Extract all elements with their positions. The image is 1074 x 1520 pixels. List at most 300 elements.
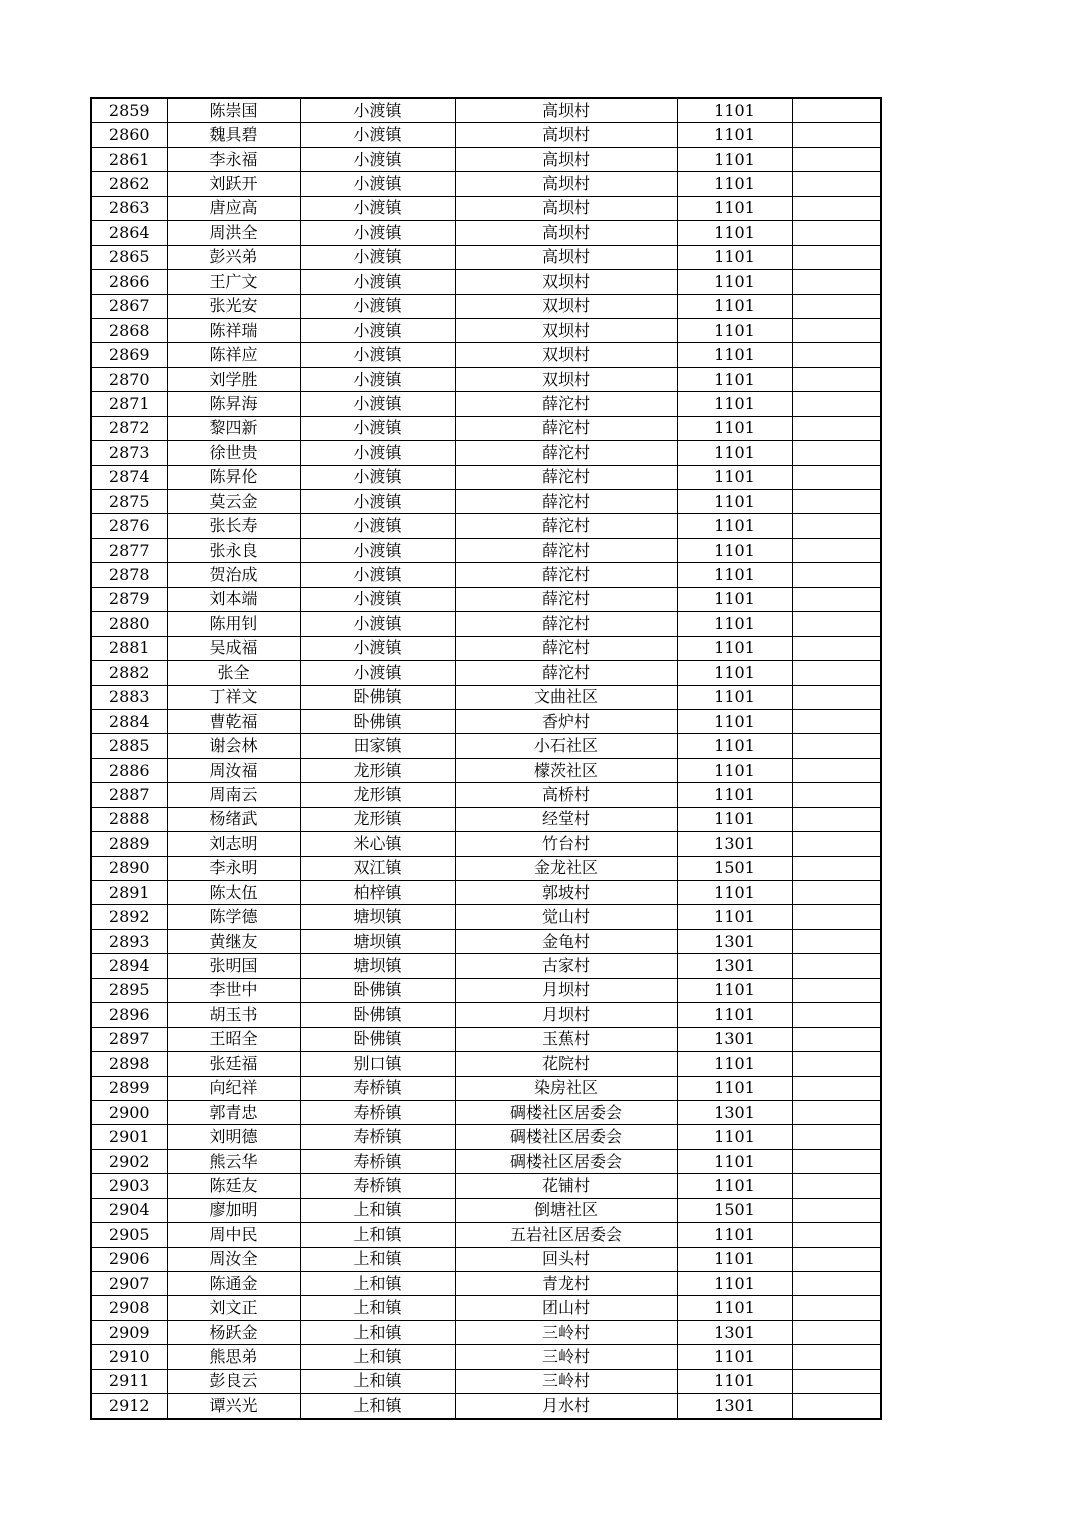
code-cell: 1101 [677, 147, 792, 171]
table-row [91, 1320, 881, 1344]
village-cell: 薛沱村 [455, 538, 677, 562]
table-row [91, 1149, 881, 1173]
code-cell: 1101 [677, 123, 792, 147]
table-row [91, 734, 881, 758]
name-cell: 丁祥文 [167, 685, 300, 709]
name-cell: 刘文正 [167, 1296, 300, 1320]
code-cell: 1101 [677, 1052, 792, 1076]
town-cell: 田家镇 [300, 734, 455, 758]
serial-cell: 2904 [91, 1198, 167, 1222]
town-cell: 小渡镇 [300, 147, 455, 171]
code-cell: 1101 [677, 221, 792, 245]
town-cell: 上和镇 [300, 1223, 455, 1247]
town-cell: 小渡镇 [300, 98, 455, 123]
village-cell: 小石社区 [455, 734, 677, 758]
village-cell: 檬茨社区 [455, 758, 677, 782]
serial-cell: 2906 [91, 1247, 167, 1271]
table-body [91, 98, 881, 1419]
name-cell: 周汝全 [167, 1247, 300, 1271]
serial-cell: 2887 [91, 783, 167, 807]
town-cell: 小渡镇 [300, 392, 455, 416]
serial-cell: 2889 [91, 832, 167, 856]
village-cell: 高坝村 [455, 98, 677, 123]
town-cell: 龙形镇 [300, 758, 455, 782]
remark-cell [792, 1027, 881, 1051]
remark-cell [792, 294, 881, 318]
town-cell: 小渡镇 [300, 196, 455, 220]
table-row [91, 294, 881, 318]
name-cell: 贺治成 [167, 563, 300, 587]
town-cell: 小渡镇 [300, 270, 455, 294]
table-row [91, 270, 881, 294]
remark-cell [792, 563, 881, 587]
remark-cell [792, 807, 881, 831]
remark-cell [792, 734, 881, 758]
village-cell: 碉楼社区居委会 [455, 1125, 677, 1149]
village-cell: 倒塘社区 [455, 1198, 677, 1222]
village-cell: 染房社区 [455, 1076, 677, 1100]
table-row [91, 490, 881, 514]
serial-cell: 2882 [91, 661, 167, 685]
remark-cell [792, 685, 881, 709]
town-cell: 卧佛镇 [300, 978, 455, 1002]
code-cell: 1101 [677, 490, 792, 514]
code-cell: 1101 [677, 881, 792, 905]
village-cell: 郭坡村 [455, 881, 677, 905]
village-cell: 双坝村 [455, 343, 677, 367]
name-cell: 彭良云 [167, 1369, 300, 1393]
remark-cell [792, 783, 881, 807]
serial-cell: 2909 [91, 1320, 167, 1344]
code-cell: 1101 [677, 1296, 792, 1320]
name-cell: 陈太伍 [167, 881, 300, 905]
code-cell: 1101 [677, 905, 792, 929]
village-cell: 玉蕉村 [455, 1027, 677, 1051]
village-cell: 金龟村 [455, 929, 677, 953]
table-row [91, 832, 881, 856]
village-cell: 月水村 [455, 1394, 677, 1419]
code-cell: 1101 [677, 98, 792, 123]
name-cell: 刘学胜 [167, 367, 300, 391]
code-cell: 1501 [677, 856, 792, 880]
remark-cell [792, 636, 881, 660]
remark-cell [792, 1125, 881, 1149]
serial-cell: 2865 [91, 245, 167, 269]
code-cell: 1101 [677, 245, 792, 269]
serial-cell: 2874 [91, 465, 167, 489]
table-row [91, 856, 881, 880]
serial-cell: 2900 [91, 1100, 167, 1124]
village-cell: 三岭村 [455, 1320, 677, 1344]
table-row [91, 758, 881, 782]
table-row [91, 1369, 881, 1393]
serial-cell: 2877 [91, 538, 167, 562]
serial-cell: 2862 [91, 172, 167, 196]
village-cell: 五岩社区居委会 [455, 1223, 677, 1247]
village-cell: 青龙村 [455, 1272, 677, 1296]
village-cell: 双坝村 [455, 367, 677, 391]
village-cell: 双坝村 [455, 294, 677, 318]
code-cell: 1301 [677, 832, 792, 856]
code-cell: 1301 [677, 929, 792, 953]
village-cell: 三岭村 [455, 1345, 677, 1369]
remark-cell [792, 221, 881, 245]
code-cell: 1101 [677, 1076, 792, 1100]
name-cell: 刘志明 [167, 832, 300, 856]
code-cell: 1301 [677, 954, 792, 978]
serial-cell: 2867 [91, 294, 167, 318]
serial-cell: 2863 [91, 196, 167, 220]
village-cell: 团山村 [455, 1296, 677, 1320]
town-cell: 卧佛镇 [300, 685, 455, 709]
code-cell: 1101 [677, 807, 792, 831]
town-cell: 小渡镇 [300, 172, 455, 196]
table-row [91, 636, 881, 660]
remark-cell [792, 318, 881, 342]
name-cell: 陈用钊 [167, 612, 300, 636]
code-cell: 1101 [677, 612, 792, 636]
table-row [91, 1100, 881, 1124]
name-cell: 周南云 [167, 783, 300, 807]
remark-cell [792, 98, 881, 123]
name-cell: 王广文 [167, 270, 300, 294]
code-cell: 1101 [677, 1003, 792, 1027]
serial-cell: 2861 [91, 147, 167, 171]
serial-cell: 2879 [91, 587, 167, 611]
town-cell: 龙形镇 [300, 807, 455, 831]
remark-cell [792, 1394, 881, 1419]
town-cell: 小渡镇 [300, 612, 455, 636]
village-cell: 月坝村 [455, 978, 677, 1002]
village-cell: 薛沱村 [455, 465, 677, 489]
town-cell: 上和镇 [300, 1198, 455, 1222]
village-cell: 薛沱村 [455, 392, 677, 416]
table-row [91, 1174, 881, 1198]
village-cell: 古家村 [455, 954, 677, 978]
remark-cell [792, 1174, 881, 1198]
name-cell: 陈祥应 [167, 343, 300, 367]
name-cell: 陈学德 [167, 905, 300, 929]
name-cell: 陈祥瑞 [167, 318, 300, 342]
code-cell: 1301 [677, 1320, 792, 1344]
town-cell: 上和镇 [300, 1345, 455, 1369]
code-cell: 1101 [677, 196, 792, 220]
remark-cell [792, 1369, 881, 1393]
code-cell: 1101 [677, 1149, 792, 1173]
town-cell: 米心镇 [300, 832, 455, 856]
village-cell: 花铺村 [455, 1174, 677, 1198]
table-row [91, 538, 881, 562]
village-cell: 双坝村 [455, 318, 677, 342]
table-row [91, 1052, 881, 1076]
remark-cell [792, 1003, 881, 1027]
table-row [91, 881, 881, 905]
table-row [91, 441, 881, 465]
remark-cell [792, 612, 881, 636]
table-row [91, 1027, 881, 1051]
town-cell: 双江镇 [300, 856, 455, 880]
table-row [91, 929, 881, 953]
code-cell: 1101 [677, 709, 792, 733]
table-row [91, 367, 881, 391]
code-cell: 1101 [677, 270, 792, 294]
town-cell: 上和镇 [300, 1369, 455, 1393]
code-cell: 1101 [677, 1272, 792, 1296]
serial-cell: 2868 [91, 318, 167, 342]
serial-cell: 2907 [91, 1272, 167, 1296]
town-cell: 小渡镇 [300, 221, 455, 245]
village-cell: 觉山村 [455, 905, 677, 929]
code-cell: 1101 [677, 416, 792, 440]
town-cell: 小渡镇 [300, 587, 455, 611]
name-cell: 杨绪武 [167, 807, 300, 831]
town-cell: 小渡镇 [300, 563, 455, 587]
serial-cell: 2892 [91, 905, 167, 929]
village-cell: 薛沱村 [455, 661, 677, 685]
name-cell: 向纪祥 [167, 1076, 300, 1100]
name-cell: 曹乾福 [167, 709, 300, 733]
serial-cell: 2864 [91, 221, 167, 245]
town-cell: 柏梓镇 [300, 881, 455, 905]
code-cell: 1301 [677, 1100, 792, 1124]
remark-cell [792, 881, 881, 905]
table-row [91, 783, 881, 807]
table-row [91, 685, 881, 709]
serial-cell: 2902 [91, 1149, 167, 1173]
code-cell: 1101 [677, 318, 792, 342]
table-row [91, 709, 881, 733]
village-cell: 薛沱村 [455, 587, 677, 611]
remark-cell [792, 538, 881, 562]
village-cell: 高坝村 [455, 196, 677, 220]
code-cell: 1101 [677, 465, 792, 489]
code-cell: 1101 [677, 685, 792, 709]
code-cell: 1101 [677, 367, 792, 391]
town-cell: 上和镇 [300, 1320, 455, 1344]
code-cell: 1101 [677, 392, 792, 416]
remark-cell [792, 1076, 881, 1100]
name-cell: 刘本端 [167, 587, 300, 611]
serial-cell: 2894 [91, 954, 167, 978]
serial-cell: 2881 [91, 636, 167, 660]
name-cell: 刘跃开 [167, 172, 300, 196]
serial-cell: 2896 [91, 1003, 167, 1027]
serial-cell: 2893 [91, 929, 167, 953]
remark-cell [792, 392, 881, 416]
serial-cell: 2880 [91, 612, 167, 636]
serial-cell: 2899 [91, 1076, 167, 1100]
name-cell: 张永良 [167, 538, 300, 562]
name-cell: 吴成福 [167, 636, 300, 660]
town-cell: 塘坝镇 [300, 954, 455, 978]
code-cell: 1101 [677, 294, 792, 318]
remark-cell [792, 1052, 881, 1076]
remark-cell [792, 172, 881, 196]
town-cell: 小渡镇 [300, 318, 455, 342]
remark-cell [792, 661, 881, 685]
village-cell: 薛沱村 [455, 441, 677, 465]
remark-cell [792, 514, 881, 538]
code-cell: 1301 [677, 1027, 792, 1051]
village-cell: 金龙社区 [455, 856, 677, 880]
remark-cell [792, 1320, 881, 1344]
town-cell: 上和镇 [300, 1394, 455, 1419]
village-cell: 文曲社区 [455, 685, 677, 709]
code-cell: 1101 [677, 172, 792, 196]
code-cell: 1101 [677, 636, 792, 660]
village-cell: 高坝村 [455, 123, 677, 147]
remark-cell [792, 929, 881, 953]
table-row [91, 1247, 881, 1271]
code-cell: 1101 [677, 758, 792, 782]
name-cell: 杨跃金 [167, 1320, 300, 1344]
remark-cell [792, 954, 881, 978]
name-cell: 黄继友 [167, 929, 300, 953]
table-row [91, 123, 881, 147]
serial-cell: 2905 [91, 1223, 167, 1247]
village-cell: 碉楼社区居委会 [455, 1149, 677, 1173]
name-cell: 陈昇海 [167, 392, 300, 416]
remark-cell [792, 758, 881, 782]
table-row [91, 416, 881, 440]
name-cell: 谢会林 [167, 734, 300, 758]
table-row [91, 1198, 881, 1222]
town-cell: 别口镇 [300, 1052, 455, 1076]
serial-cell: 2871 [91, 392, 167, 416]
table-row [91, 318, 881, 342]
remark-cell [792, 1296, 881, 1320]
serial-cell: 2859 [91, 98, 167, 123]
code-cell: 1101 [677, 734, 792, 758]
village-cell: 薛沱村 [455, 514, 677, 538]
name-cell: 谭兴光 [167, 1394, 300, 1419]
town-cell: 寿桥镇 [300, 1125, 455, 1149]
table-row [91, 245, 881, 269]
remark-cell [792, 490, 881, 514]
name-cell: 黎四新 [167, 416, 300, 440]
remark-cell [792, 1345, 881, 1369]
village-cell: 薛沱村 [455, 612, 677, 636]
name-cell: 周中民 [167, 1223, 300, 1247]
serial-cell: 2869 [91, 343, 167, 367]
name-cell: 胡玉书 [167, 1003, 300, 1027]
remark-cell [792, 343, 881, 367]
town-cell: 小渡镇 [300, 636, 455, 660]
serial-cell: 2901 [91, 1125, 167, 1149]
code-cell: 1101 [677, 343, 792, 367]
table-row [91, 563, 881, 587]
serial-cell: 2885 [91, 734, 167, 758]
table-row [91, 514, 881, 538]
code-cell: 1101 [677, 563, 792, 587]
town-cell: 小渡镇 [300, 343, 455, 367]
town-cell: 塘坝镇 [300, 905, 455, 929]
remark-cell [792, 905, 881, 929]
remark-cell [792, 1247, 881, 1271]
serial-cell: 2890 [91, 856, 167, 880]
village-cell: 高坝村 [455, 221, 677, 245]
serial-cell: 2884 [91, 709, 167, 733]
name-cell: 张明国 [167, 954, 300, 978]
table-row [91, 1076, 881, 1100]
serial-cell: 2912 [91, 1394, 167, 1419]
name-cell: 张全 [167, 661, 300, 685]
code-cell: 1101 [677, 1125, 792, 1149]
town-cell: 上和镇 [300, 1272, 455, 1296]
town-cell: 小渡镇 [300, 441, 455, 465]
remark-cell [792, 856, 881, 880]
remark-cell [792, 832, 881, 856]
table-row [91, 392, 881, 416]
code-cell: 1301 [677, 1394, 792, 1419]
town-cell: 龙形镇 [300, 783, 455, 807]
table-row [91, 978, 881, 1002]
serial-cell: 2908 [91, 1296, 167, 1320]
code-cell: 1101 [677, 1223, 792, 1247]
remark-cell [792, 367, 881, 391]
serial-cell: 2910 [91, 1345, 167, 1369]
town-cell: 小渡镇 [300, 661, 455, 685]
table-row [91, 1345, 881, 1369]
table-row [91, 196, 881, 220]
village-cell: 回头村 [455, 1247, 677, 1271]
table-row [91, 587, 881, 611]
table-row [91, 1223, 881, 1247]
serial-cell: 2878 [91, 563, 167, 587]
village-cell: 竹台村 [455, 832, 677, 856]
village-cell: 碉楼社区居委会 [455, 1100, 677, 1124]
name-cell: 唐应高 [167, 196, 300, 220]
serial-cell: 2895 [91, 978, 167, 1002]
town-cell: 寿桥镇 [300, 1174, 455, 1198]
town-cell: 小渡镇 [300, 538, 455, 562]
serial-cell: 2872 [91, 416, 167, 440]
name-cell: 熊思弟 [167, 1345, 300, 1369]
village-cell: 三岭村 [455, 1369, 677, 1393]
serial-cell: 2897 [91, 1027, 167, 1051]
code-cell: 1101 [677, 1369, 792, 1393]
table-row [91, 612, 881, 636]
serial-cell: 2870 [91, 367, 167, 391]
village-cell: 双坝村 [455, 270, 677, 294]
name-cell: 陈廷友 [167, 1174, 300, 1198]
town-cell: 小渡镇 [300, 465, 455, 489]
remark-cell [792, 1223, 881, 1247]
serial-cell: 2898 [91, 1052, 167, 1076]
town-cell: 上和镇 [300, 1247, 455, 1271]
remark-cell [792, 147, 881, 171]
serial-cell: 2873 [91, 441, 167, 465]
serial-cell: 2886 [91, 758, 167, 782]
table-row [91, 905, 881, 929]
table-row [91, 1125, 881, 1149]
name-cell: 彭兴弟 [167, 245, 300, 269]
town-cell: 小渡镇 [300, 294, 455, 318]
remark-cell [792, 709, 881, 733]
name-cell: 李世中 [167, 978, 300, 1002]
name-cell: 张长寿 [167, 514, 300, 538]
remark-cell [792, 1198, 881, 1222]
table-row [91, 661, 881, 685]
serial-cell: 2891 [91, 881, 167, 905]
village-cell: 薛沱村 [455, 416, 677, 440]
serial-cell: 2860 [91, 123, 167, 147]
code-cell: 1101 [677, 783, 792, 807]
town-cell: 寿桥镇 [300, 1149, 455, 1173]
remark-cell [792, 587, 881, 611]
remark-cell [792, 123, 881, 147]
village-cell: 高桥村 [455, 783, 677, 807]
